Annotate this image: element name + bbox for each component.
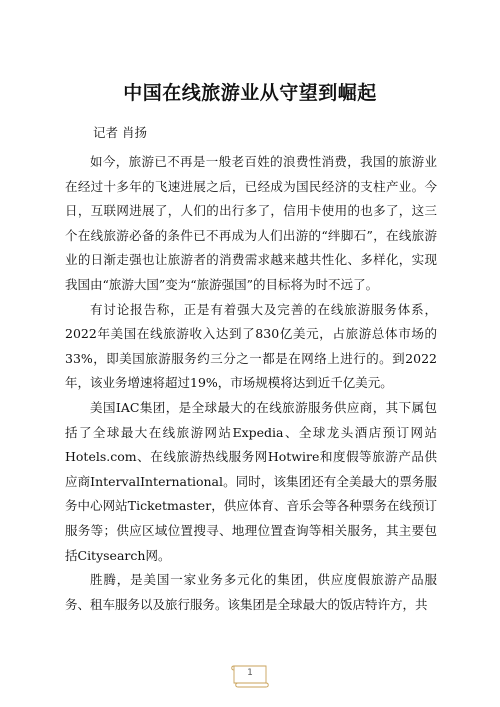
article-body [65, 150, 437, 617]
paragraph: 如今，旅游已不再是一般老百姓的浪费性消费，我国的旅游业在经过十多年的飞速进展之后，已经成为国民经济的支柱产业。今日，互联网进展了，人们的出行多了，信用卡使用的也多了，这三个在线旅游必备的条件已不再成为人们出游的“绊脚石”，在线旅游业的日渐走强也让旅游者的消费需求越来越共性化、多样化，实现我国由“旅游大国”变为“旅游强国”的目标将为时不远了。 [65, 154, 437, 292]
page-number-scroll [228, 661, 272, 691]
page-number: 1 [247, 668, 253, 678]
paragraph: 胜腾，是美国一家业务多元化的集团，供应度假旅游产品服务、租车服务以及旅行服务。该集团是全球最大的饭店特许方，共 [65, 572, 437, 612]
article-title: 中国在线旅游业从守望到崛起 [123, 82, 377, 104]
paragraph: 美国IAC集团，是全球最大的在线旅游服务供应商，其下属包括了全球最大在线旅游网站Expedia、全球龙头酒店预订网站Hotels.com、在线旅游热线服务网Hotwire和度假等旅游产品供应商IntervalInternational。同时，该集团还有全美最大的票务服务中心网站Ticketmaster，供应体育、音乐会等各种票务在线预订服务等；供应区域位置搜寻、地理位置查询等相关服务，其主要包括Citysearch网。 [65, 399, 437, 563]
byline: 记者 肖扬 [93, 125, 147, 140]
paragraph: 有讨论报告称，正是有着强大及完善的在线旅游服务体系，2022年美国在线旅游收入达到了830亿美元，占旅游总体市场的33%，即美国旅游服务约三分之一都是在网络上进行的。到2022年，该业务增速将超过19%，市场规模将达到近千亿美元。 [65, 301, 437, 391]
